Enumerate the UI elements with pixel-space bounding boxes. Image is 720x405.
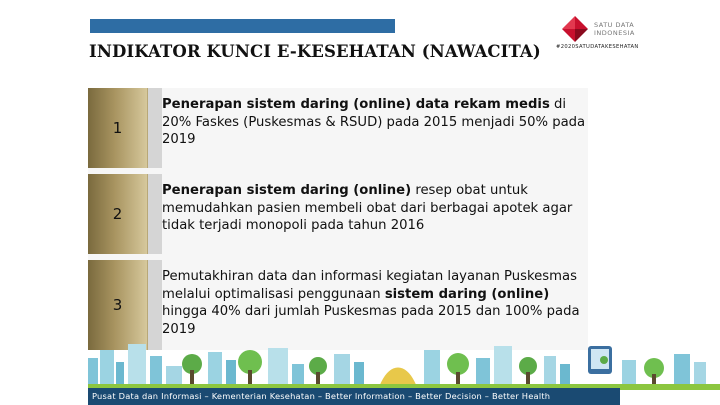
row-number-tab [88, 260, 148, 350]
row-text-pre: Pemutakhiran data dan informasi kegiatan layanan Puskesmas melalui optimalisasi penggunaan [162, 269, 577, 302]
city-skyline-illustration-icon [88, 340, 720, 390]
row-text-bold: Penerapan sistem daring (online) data rekam medis [162, 97, 550, 112]
indicator-row-3 [88, 260, 588, 350]
row-number-tab [88, 174, 148, 254]
row-divider [148, 260, 162, 350]
row-number-tab [88, 88, 148, 168]
row-number: 3 [112, 296, 123, 314]
row-text-rest: resep obat untuk memudahkan pasien membeli obat dari berbagai apotek agar tidak terjadi monopoli pada tahun 2016 [162, 183, 573, 233]
row-text-rest: di 20% Faskes (Puskesmas & RSUD) pada 2015 menjadi 50% pada 2019 [162, 97, 586, 147]
footer-text: Pusat Data dan Informasi – Kementerian Kesehatan – Better Information – Better Decision – Better Health [92, 391, 551, 401]
row-number: 1 [112, 119, 123, 137]
top-accent-bar [90, 19, 395, 33]
logo-text [594, 22, 635, 37]
satu-data-logo-icon [560, 14, 590, 44]
satu-data-logo [560, 10, 660, 48]
hashtag: #2020SATUDATAKESEHATAN [556, 44, 639, 50]
indicator-panel [88, 88, 588, 350]
row-text-rest: hingga 40% dari jumlah Puskesmas pada 2015 dan 100% pada 2019 [162, 304, 580, 337]
row-text-bold: Penerapan sistem daring (online) [162, 183, 412, 198]
row-text [162, 96, 592, 149]
row-divider [148, 174, 162, 254]
footer-bar [88, 388, 620, 405]
logo-text-line2: INDONESIA [594, 28, 635, 37]
indicator-row-1 [88, 88, 588, 168]
page-title: INDIKATOR KUNCI E-KESEHATAN (NAWACITA) [89, 42, 541, 61]
logo-text-line1: SATU DATA [594, 21, 635, 29]
row-text [162, 268, 592, 338]
indicator-row-2 [88, 174, 588, 254]
row-divider [148, 88, 162, 168]
row-number: 2 [112, 205, 123, 223]
row-text [162, 182, 592, 235]
row-text-bold: sistem daring (online) [384, 286, 550, 302]
